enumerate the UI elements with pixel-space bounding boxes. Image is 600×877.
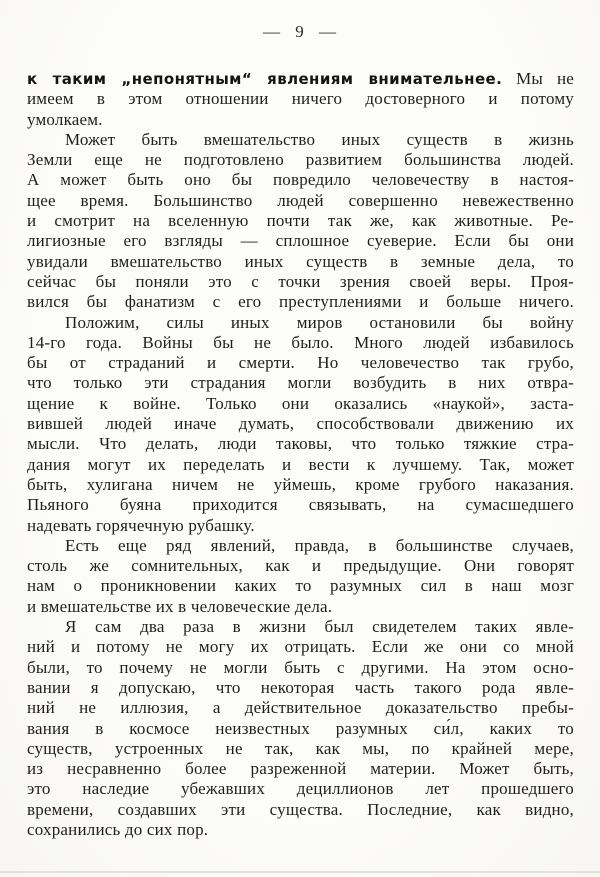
text-line: надевать горячечную рубашку.: [27, 515, 255, 535]
text-line: Положим, силы иных миров остановили бы войну: [65, 312, 574, 332]
text-line: увидали вмешательство иных существ в земные дела, то: [27, 251, 574, 271]
text-block: [27, 69, 574, 840]
lead-bold-sentence: к таким „непонятным“ явлениям внимательнее.: [27, 70, 503, 88]
text-line: 14-го года. Войны бы не было. Много людей избавилось: [27, 332, 574, 352]
text-line: Пьяного буяна приходится связывать, на сумасшедшего: [27, 495, 574, 515]
text-line: нам о проникновении каких то разумных сил в наш мозг: [27, 576, 574, 596]
text-line: существ, устроенных не так, как мы, по крайней мере,: [27, 738, 574, 758]
page-number: — 9 —: [263, 22, 337, 41]
text-line: вания в космосе неизвестных разумных си́л, каких то: [27, 718, 574, 738]
text-line: А может быть оно бы повредило человечеству в настоя-: [27, 170, 574, 190]
text-line: вившей людей иначе думать, способствовали движению их: [27, 414, 574, 434]
text-line: имеем в этом отношении ничего достоверного и потому: [27, 89, 574, 109]
text-line: бы от страданий и смерти. Но человечество так грубо,: [27, 353, 574, 373]
text-line: Есть еще ряд явлений, правда, в большинстве случаев,: [65, 535, 574, 555]
text-line: умолкаем.: [27, 109, 103, 129]
text-line: сохранились до сих пор.: [27, 819, 209, 839]
text-line: мысли. Что делать, люди таковы, что только тяжкие стра-: [27, 434, 574, 454]
text-line: щее время. Большинство людей совершенно невежественно: [27, 190, 574, 210]
text-line: быть, хулигана ничем не уймешь, кроме грубого наказания.: [27, 474, 574, 494]
text-line: и смотрит на вселенную почти так же, как животные. Ре-: [27, 211, 574, 231]
text-line: сейчас бы поняли это с точки зрения своей веры. Проя-: [27, 271, 574, 291]
text-line: Может быть вмешательство иных существ в жизнь: [65, 129, 574, 149]
text-line: были, то почему не могли быть с другими. На этом осно-: [27, 657, 574, 677]
text-line: вании я допускаю, что некоторая часть такого рода явле-: [27, 677, 574, 697]
text-line: Я сам два раза в жизни был свидетелем таких явле-: [65, 617, 574, 637]
text-line: вился бы фанатизм с его преступлениями и больше ничего.: [27, 292, 574, 312]
text-line: лигиозные его взгляды — сплошное суеверие. Если бы они: [27, 231, 574, 251]
text-line: к таким „непонятным“ явлениям внимательнее. Мы не: [27, 69, 574, 88]
text-line: ний не иллюзия, а действительное доказательство пребы-: [27, 698, 574, 718]
text-line: и вмешательстве их в человеческие дела.: [27, 596, 333, 616]
text-line: ний и потому не могу их отрицать. Если же они со мной: [27, 637, 574, 657]
text-line: дания могут их переделать и вести к лучшему. Так, может: [27, 454, 574, 474]
text-line: это наследие убежавших дециллионов лет прошедшего: [27, 779, 574, 799]
text-line: что только эти страдания могли возбудить в них отвра-: [27, 373, 574, 393]
text-line: Земли еще не подготовлено развитием большинства людей.: [27, 150, 574, 170]
text-line: из несравненно более разреженной материи. Может быть,: [27, 759, 574, 779]
text-line: щение к войне. Только они оказались «наукой», заста-: [27, 393, 574, 413]
text-line: столь же сомнительных, как и предыдущие. Они говорят: [27, 556, 574, 576]
text-line: времени, создавших эти существа. Последние, как видно,: [27, 799, 574, 819]
scan-edge-line: [0, 871, 600, 873]
